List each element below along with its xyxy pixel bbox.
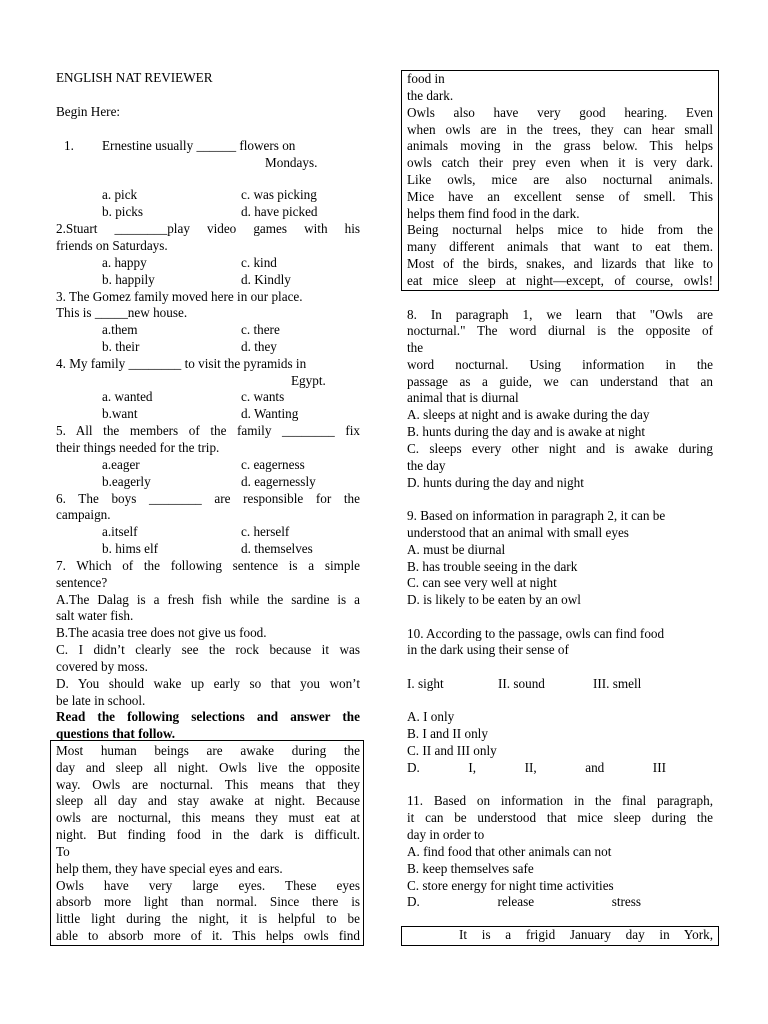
q6-option-d: d. themselves xyxy=(241,541,313,556)
q10-option-d-letter: D. xyxy=(407,760,420,775)
reading-instruction: Read the following selections and answer the xyxy=(56,709,360,724)
q11-option-a: A. find food that other animals can not xyxy=(407,844,612,859)
q5-option-a: a.eager xyxy=(102,457,140,472)
q3-stem: 3. The Gomez family moved here in our place. xyxy=(56,289,303,304)
q1-option-a: a. pick xyxy=(102,187,138,202)
q10-line: 10. According to the passage, owls can find food xyxy=(407,626,665,641)
passage-line: able to absorb more of it. This helps owls find xyxy=(56,928,360,943)
passage-cont-line: owls catch their prey even when it is very dark. xyxy=(407,155,713,170)
next-passage-line: It is a frigid January day in York, xyxy=(459,927,713,942)
q5-option-b: b.eagerly xyxy=(102,474,151,489)
q5-stem-end: their things needed for the trip. xyxy=(56,440,220,455)
passage-cont-line: animals moving in the grass below. This helps xyxy=(407,138,713,153)
q11-option-c: C. store energy for night time activities xyxy=(407,878,614,893)
q11-option-d-word: stress xyxy=(611,894,641,909)
q3-option-d: d. they xyxy=(241,339,277,354)
passage-cont-line: Being nocturnal helps mice to hide from the xyxy=(407,222,713,237)
q10-option-d-word: I, xyxy=(468,760,477,775)
q8-line: animal that is diurnal xyxy=(407,390,519,405)
passage-line: Most human beings are awake during the xyxy=(56,743,360,758)
passage-line: little light during the night, it is helpful to be xyxy=(56,911,360,926)
q11-option-b: B. keep themselves safe xyxy=(407,861,534,876)
q8-option-a: A. sleeps at night and is awake during the day xyxy=(407,407,650,422)
passage-line: absorb more light than normal. Since there is xyxy=(56,894,360,909)
passage-cont-line: Owls also have very good hearing. Even xyxy=(407,105,713,120)
passage-cont-line: helps them find food in the dark. xyxy=(407,206,580,221)
q1-option-c: c. was picking xyxy=(241,187,317,202)
page-title: ENGLISH NAT REVIEWER xyxy=(56,70,213,85)
q6-stem: 6. The boys ________ are responsible for the xyxy=(56,491,360,506)
q8-line: passage as a guide, we can understand that an xyxy=(407,374,713,389)
q5-option-c: c. eagerness xyxy=(241,457,305,472)
q11-line: day in order to xyxy=(407,827,485,842)
q11-option-d xyxy=(407,894,641,911)
q4-stem-end: Egypt. xyxy=(291,373,326,388)
passage-cont-line: Like owls, mice are also nocturnal animals. xyxy=(407,172,713,187)
q2-option-c: c. kind xyxy=(241,255,277,270)
q10-option-a: A. I only xyxy=(407,709,455,724)
q7-option-d-cont: be late in school. xyxy=(56,693,146,708)
q10-option-d-word: II, xyxy=(524,760,537,775)
q3-option-c: c. there xyxy=(241,322,280,337)
q10-option-d-word: III xyxy=(652,760,666,775)
passage-cont-line: Most of the birds, snakes, and lizards that like to xyxy=(407,256,713,271)
q10-option-d xyxy=(407,760,666,777)
q1-option-d: d. have picked xyxy=(241,204,318,219)
passage-cont-line: food in xyxy=(407,71,445,86)
passage-cont-line: when owls are in the trees, they can hear small xyxy=(407,122,713,137)
q10-option-b: B. I and II only xyxy=(407,726,488,741)
passage-cont-line: the dark. xyxy=(407,88,454,103)
q8-option-d: D. hunts during the day and night xyxy=(407,475,584,490)
q9-option-d: D. is likely to be eaten by an owl xyxy=(407,592,581,607)
q3-option-b: b. their xyxy=(102,339,140,354)
q7-option-b: B.The acasia tree does not give us food. xyxy=(56,625,267,640)
q1-stem: Ernestine usually ______ flowers on xyxy=(102,138,296,153)
q10-option-d-word: and xyxy=(585,760,605,775)
q4-option-b: b.want xyxy=(102,406,138,421)
q10-line: in the dark using their sense of xyxy=(407,642,569,657)
q8-option-b: B. hunts during the day and is awake at night xyxy=(407,424,646,439)
q5-option-d: d. eagernessly xyxy=(241,474,316,489)
q1-number: 1. xyxy=(64,138,74,153)
q7-option-a: A.The Dalag is a fresh fish while the sardine is a xyxy=(56,592,360,607)
q9-option-c: C. can see very well at night xyxy=(407,575,557,590)
q2-stem: 2.Stuart ________play video games with his xyxy=(56,221,360,236)
passage-line: day and sleep all night. Owls live the opposite xyxy=(56,760,360,775)
q7-line: sentence? xyxy=(56,575,108,590)
q6-stem-end: campaign. xyxy=(56,507,111,522)
passage-cont-line: many different animals that want to eat them. xyxy=(407,239,713,254)
passage-line: night. But finding food in the dark is difficult. xyxy=(56,827,360,842)
q8-line: nocturnal." The word diurnal is the opposite of xyxy=(407,323,713,338)
q7-option-d: D. You should wake up early so that you won’t xyxy=(56,676,360,691)
q11-option-d-letter: D. xyxy=(407,894,420,909)
q7-option-c: C. I didn’t clearly see the rock because it was xyxy=(56,642,360,657)
q1-option-b: b. picks xyxy=(102,204,144,219)
q2-option-b: b. happily xyxy=(102,272,155,287)
q4-option-a: a. wanted xyxy=(102,389,153,404)
passage-line: owls are nocturnal, this means they must eat at xyxy=(56,810,360,825)
q3-option-a: a.them xyxy=(102,322,138,337)
q7-option-a-cont: salt water fish. xyxy=(56,608,134,623)
passage-cont-line: Mice have an excellent sense of smell. This xyxy=(407,189,713,204)
q8-line: word nocturnal. Using information in the xyxy=(407,357,713,372)
q4-option-c: c. wants xyxy=(241,389,285,404)
q10-option-c: C. II and III only xyxy=(407,743,497,758)
begin-here-label: Begin Here: xyxy=(56,104,121,119)
q10-sense-i: I. sight xyxy=(407,676,444,691)
q4-option-d: d. Wanting xyxy=(241,406,299,421)
q11-line: 11. Based on information in the final paragraph, xyxy=(407,793,713,808)
q1-stem-end: Mondays. xyxy=(265,155,318,170)
q9-option-b: B. has trouble seeing in the dark xyxy=(407,559,578,574)
q5-stem: 5. All the members of the family ________ fix xyxy=(56,423,360,438)
passage-line: sleep all day and stay awake at night. Because xyxy=(56,793,360,808)
q9-line: understood that an animal with small eyes xyxy=(407,525,629,540)
q9-option-a: A. must be diurnal xyxy=(407,542,506,557)
q4-stem: 4. My family ________ to visit the pyramids in xyxy=(56,356,307,371)
q2-stem-end: friends on Saturdays. xyxy=(56,238,168,253)
q8-option-c: C. sleeps every other night and is awake during xyxy=(407,441,713,456)
passage-line: help them, they have special eyes and ears. xyxy=(56,861,283,876)
passage-line: To xyxy=(56,844,70,859)
reading-instruction-cont: questions that follow. xyxy=(56,726,176,741)
passage-line: Owls have very large eyes. These eyes xyxy=(56,878,360,893)
q7-line: 7. Which of the following sentence is a simple xyxy=(56,558,360,573)
q8-line: the xyxy=(407,340,424,355)
q3-stem-end: This is _____new house. xyxy=(56,305,188,320)
passage-line: way. Owls are nocturnal. This means that they xyxy=(56,777,360,792)
q2-option-a: a. happy xyxy=(102,255,147,270)
q6-option-b: b. hims elf xyxy=(102,541,159,556)
q10-sense-ii: II. sound xyxy=(498,676,545,691)
q6-option-c: c. herself xyxy=(241,524,290,539)
q8-option-c-cont: the day xyxy=(407,458,446,473)
q11-line: it can be understood that mice sleep during the xyxy=(407,810,713,825)
q9-line: 9. Based on information in paragraph 2, it can be xyxy=(407,508,666,523)
q7-option-c-cont: covered by moss. xyxy=(56,659,148,674)
q10-sense-iii: III. smell xyxy=(593,676,642,691)
q11-option-d-word: release xyxy=(497,894,535,909)
passage-cont-line: eat mice sleep at night—except, of course, owls! xyxy=(407,273,713,288)
q2-option-d: d. Kindly xyxy=(241,272,291,287)
q8-line: 8. In paragraph 1, we learn that "Owls are xyxy=(407,307,713,322)
q6-option-a: a.itself xyxy=(102,524,138,539)
